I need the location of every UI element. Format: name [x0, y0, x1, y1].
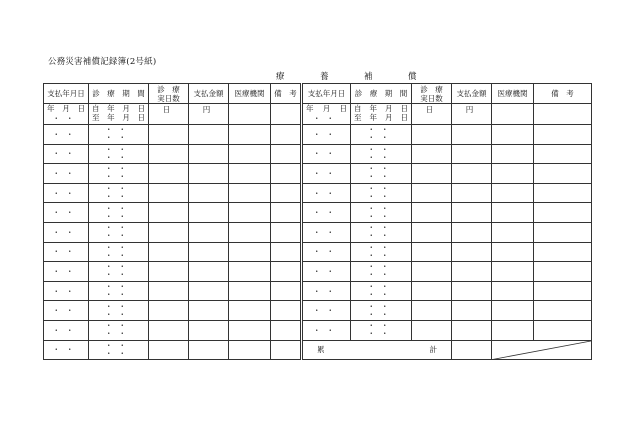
remarks-cell[interactable]	[271, 320, 302, 340]
treatment-days-cell[interactable]	[149, 281, 189, 301]
document-title: 公務災害補償記録簿(2号紙)	[48, 57, 157, 67]
period-cell[interactable]: ・・ ・・	[351, 262, 412, 282]
period-cell[interactable]: ・・ ・・	[351, 222, 412, 242]
header-period-left: 診 療 期 間	[89, 84, 149, 104]
header-institution-right: 医療機関	[492, 84, 534, 104]
remarks-cell[interactable]	[534, 125, 592, 145]
treatment-days-cell[interactable]	[149, 183, 189, 203]
remarks-cell[interactable]	[271, 262, 302, 282]
unit-days-right: 日	[412, 104, 452, 125]
period-cell[interactable]: ・・ ・・	[89, 125, 149, 145]
period-cell[interactable]: ・・ ・・	[351, 242, 412, 262]
amount-cell[interactable]	[189, 301, 229, 321]
institution-cell[interactable]	[229, 340, 271, 360]
period-cell[interactable]: ・・ ・・	[89, 183, 149, 203]
period-cell[interactable]: ・・ ・・	[351, 281, 412, 301]
diagonal-line	[492, 341, 591, 360]
treatment-days-cell[interactable]	[412, 144, 452, 164]
unit-yen-left: 円	[189, 104, 229, 125]
pay-date-cell[interactable]: ・・	[302, 320, 351, 340]
section-title-char-2: 養	[320, 72, 329, 82]
remarks-cell[interactable]	[271, 340, 302, 360]
amount-cell[interactable]	[452, 281, 492, 301]
period-cell[interactable]: ・・ ・・	[351, 301, 412, 321]
pay-date-cell[interactable]: ・・	[44, 262, 89, 282]
cumulative-diagonal-cell	[492, 340, 592, 360]
header-treatment-days-left	[149, 84, 189, 104]
compensation-ledger-table	[43, 83, 592, 360]
institution-cell[interactable]	[229, 320, 271, 340]
treatment-days-cell[interactable]	[412, 164, 452, 184]
header-pay-date-right: 支払年月日	[302, 84, 351, 104]
table-row	[44, 144, 592, 164]
amount-cell[interactable]	[452, 262, 492, 282]
institution-cell[interactable]	[492, 222, 534, 242]
units-row	[44, 104, 592, 125]
remarks-cell[interactable]	[271, 242, 302, 262]
institution-cell[interactable]	[492, 281, 534, 301]
institution-cell[interactable]	[229, 281, 271, 301]
remarks-cell[interactable]	[271, 144, 302, 164]
unit-yen-right: 円	[452, 104, 492, 125]
amount-cell[interactable]	[452, 144, 492, 164]
period-cell[interactable]: ・・ ・・	[89, 203, 149, 223]
cumulative-label-2: 計	[429, 345, 437, 355]
unit-pay-date-left: 年 月 日 ・・	[44, 104, 89, 125]
treatment-days-cell[interactable]	[149, 125, 189, 145]
pay-date-cell[interactable]: ・・	[302, 144, 351, 164]
amount-cell[interactable]	[452, 242, 492, 262]
treatment-days-cell[interactable]	[412, 183, 452, 203]
pay-date-cell[interactable]: ・・	[44, 183, 89, 203]
unit-institution-right[interactable]	[492, 104, 534, 125]
pay-date-cell[interactable]: ・・	[44, 281, 89, 301]
institution-cell[interactable]	[492, 203, 534, 223]
treatment-days-cell[interactable]	[149, 164, 189, 184]
table-row	[44, 125, 592, 145]
amount-cell[interactable]	[189, 125, 229, 145]
institution-cell[interactable]	[492, 183, 534, 203]
section-title-char-4: 償	[408, 72, 417, 82]
period-cell[interactable]: ・・ ・・	[89, 242, 149, 262]
table-row	[44, 183, 592, 203]
period-cell[interactable]: ・・ ・・	[351, 164, 412, 184]
period-cell[interactable]: ・・ ・・	[351, 125, 412, 145]
header-treatment-days-right	[412, 84, 452, 104]
unit-period-left: 自 年 月 日 至 年 月 日	[89, 104, 149, 125]
pay-date-cell[interactable]: ・・	[302, 125, 351, 145]
table-row	[44, 281, 592, 301]
unit-days-left: 日	[149, 104, 189, 125]
header-amount-right: 支払金額	[452, 84, 492, 104]
pay-date-cell[interactable]: ・・	[302, 242, 351, 262]
amount-cell[interactable]	[189, 164, 229, 184]
institution-cell[interactable]	[492, 164, 534, 184]
institution-cell[interactable]	[492, 301, 534, 321]
treatment-days-cell[interactable]	[149, 340, 189, 360]
institution-cell[interactable]	[229, 222, 271, 242]
period-cell[interactable]: ・・ ・・	[89, 340, 149, 360]
table-row	[44, 164, 592, 184]
amount-cell[interactable]	[452, 320, 492, 340]
remarks-cell[interactable]	[271, 125, 302, 145]
pay-date-cell[interactable]: ・・	[302, 164, 351, 184]
remarks-cell[interactable]	[534, 164, 592, 184]
period-cell[interactable]: ・・ ・・	[351, 144, 412, 164]
period-cell[interactable]: ・・ ・・	[89, 281, 149, 301]
treatment-days-cell[interactable]	[412, 281, 452, 301]
remarks-cell[interactable]	[534, 242, 592, 262]
remarks-cell[interactable]	[534, 144, 592, 164]
unit-institution-left[interactable]	[229, 104, 271, 125]
institution-cell[interactable]	[229, 144, 271, 164]
amount-cell[interactable]	[189, 183, 229, 203]
period-cell[interactable]: ・・ ・・	[351, 320, 412, 340]
treatment-days-cell[interactable]	[412, 222, 452, 242]
remarks-cell[interactable]	[534, 183, 592, 203]
institution-cell[interactable]	[229, 164, 271, 184]
amount-cell[interactable]	[452, 164, 492, 184]
amount-cell[interactable]	[452, 183, 492, 203]
amount-cell[interactable]	[189, 281, 229, 301]
amount-cell[interactable]	[452, 222, 492, 242]
header-remarks-left: 備 考	[271, 84, 302, 104]
table-row	[44, 203, 592, 223]
amount-cell[interactable]	[189, 144, 229, 164]
header-row	[44, 84, 592, 104]
period-cell[interactable]: ・・ ・・	[89, 262, 149, 282]
pay-date-cell[interactable]: ・・	[44, 301, 89, 321]
institution-cell[interactable]	[229, 301, 271, 321]
pay-date-cell[interactable]: ・・	[44, 164, 89, 184]
treatment-days-cell[interactable]	[412, 242, 452, 262]
header-treatment-days-line1: 診 療	[420, 84, 443, 94]
header-pay-date-left: 支払年月日	[44, 84, 89, 104]
remarks-cell[interactable]	[534, 203, 592, 223]
cumulative-total-label	[302, 340, 452, 360]
remarks-cell[interactable]	[534, 301, 592, 321]
remarks-cell[interactable]	[534, 320, 592, 340]
period-cell[interactable]: ・・ ・・	[89, 164, 149, 184]
treatment-days-cell[interactable]	[149, 203, 189, 223]
pay-date-cell[interactable]: ・・	[44, 242, 89, 262]
treatment-days-cell[interactable]	[412, 262, 452, 282]
treatment-days-cell[interactable]	[412, 203, 452, 223]
institution-cell[interactable]	[229, 203, 271, 223]
table-row	[44, 242, 592, 262]
remarks-cell[interactable]	[271, 222, 302, 242]
pay-date-cell[interactable]: ・・	[44, 144, 89, 164]
amount-cell[interactable]	[189, 242, 229, 262]
treatment-days-cell[interactable]	[412, 320, 452, 340]
period-cell[interactable]: ・・ ・・	[89, 144, 149, 164]
pay-date-cell[interactable]: ・・	[44, 222, 89, 242]
treatment-days-cell[interactable]	[149, 222, 189, 242]
pay-date-cell[interactable]: ・・	[302, 301, 351, 321]
pay-date-cell[interactable]: ・・	[302, 281, 351, 301]
institution-cell[interactable]	[229, 183, 271, 203]
remarks-cell[interactable]	[534, 222, 592, 242]
treatment-days-cell[interactable]	[149, 242, 189, 262]
period-cell[interactable]: ・・ ・・	[351, 183, 412, 203]
header-treatment-days-line1: 診 療	[157, 84, 180, 94]
unit-pay-date-right: 年 月 日 ・・	[302, 104, 351, 125]
table-row	[44, 262, 592, 282]
unit-period-right: 自 年 月 日 至 年 月 日	[351, 104, 412, 125]
amount-cell[interactable]	[452, 203, 492, 223]
period-cell[interactable]: ・・ ・・	[89, 301, 149, 321]
pay-date-cell[interactable]: ・・	[302, 203, 351, 223]
pay-date-cell[interactable]: ・・	[44, 125, 89, 145]
institution-cell[interactable]	[229, 262, 271, 282]
pay-date-cell[interactable]: ・・	[302, 262, 351, 282]
treatment-days-cell[interactable]	[149, 301, 189, 321]
remarks-cell[interactable]	[271, 164, 302, 184]
unit-remarks-right[interactable]	[534, 104, 592, 125]
amount-cell[interactable]	[189, 203, 229, 223]
amount-cell[interactable]	[452, 301, 492, 321]
amount-cell[interactable]	[189, 262, 229, 282]
unit-remarks-left[interactable]	[271, 104, 302, 125]
period-cell[interactable]: ・・ ・・	[89, 222, 149, 242]
amount-cell[interactable]	[189, 320, 229, 340]
section-title-char-3: 補	[364, 72, 373, 82]
table-row	[44, 222, 592, 242]
table-row	[44, 320, 592, 340]
period-cell[interactable]: ・・ ・・	[351, 203, 412, 223]
pay-date-cell[interactable]: ・・	[44, 320, 89, 340]
institution-cell[interactable]	[229, 242, 271, 262]
treatment-days-cell[interactable]	[149, 262, 189, 282]
institution-cell[interactable]	[492, 320, 534, 340]
institution-cell[interactable]	[492, 242, 534, 262]
remarks-cell[interactable]	[534, 281, 592, 301]
institution-cell[interactable]	[492, 144, 534, 164]
table-row	[44, 340, 592, 360]
header-amount-left: 支払金額	[189, 84, 229, 104]
header-remarks-right: 備 考	[534, 84, 592, 104]
header-period-right: 診 療 期 間	[351, 84, 412, 104]
period-cell[interactable]: ・・ ・・	[89, 320, 149, 340]
header-treatment-days-line2: 実日数	[420, 93, 443, 103]
treatment-days-cell[interactable]	[412, 301, 452, 321]
amount-cell[interactable]	[189, 340, 229, 360]
amount-cell[interactable]	[452, 125, 492, 145]
pay-date-cell[interactable]: ・・	[302, 222, 351, 242]
institution-cell[interactable]	[492, 125, 534, 145]
remarks-cell[interactable]	[271, 281, 302, 301]
treatment-days-cell[interactable]	[149, 144, 189, 164]
treatment-days-cell[interactable]	[412, 125, 452, 145]
header-institution-left: 医療機関	[229, 84, 271, 104]
remarks-cell[interactable]	[271, 203, 302, 223]
pay-date-cell[interactable]: ・・	[302, 183, 351, 203]
table-row	[44, 301, 592, 321]
cumulative-label-1: 累	[317, 345, 325, 355]
section-title-char-1: 療	[276, 72, 285, 82]
header-treatment-days-line2: 実日数	[157, 93, 180, 103]
cumulative-amount-cell[interactable]	[452, 340, 492, 360]
pay-date-cell[interactable]: ・・	[44, 203, 89, 223]
remarks-cell[interactable]	[271, 183, 302, 203]
institution-cell[interactable]	[229, 125, 271, 145]
remarks-cell[interactable]	[271, 301, 302, 321]
pay-date-cell[interactable]: ・・	[44, 340, 89, 360]
institution-cell[interactable]	[492, 262, 534, 282]
remarks-cell[interactable]	[534, 262, 592, 282]
amount-cell[interactable]	[189, 222, 229, 242]
treatment-days-cell[interactable]	[149, 320, 189, 340]
